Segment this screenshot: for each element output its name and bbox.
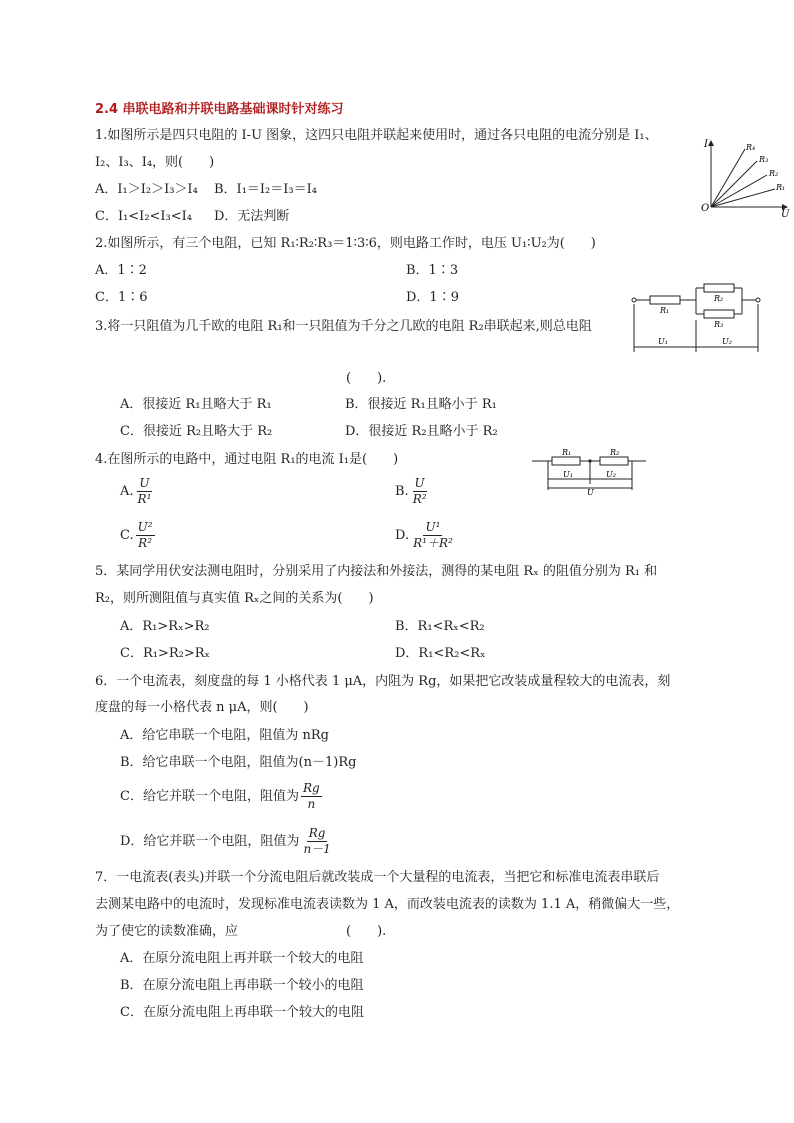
q3-option-b: B．很接近 R₁且略小于 R₁: [345, 397, 497, 412]
q5-option-c: C．R₁>R₂>Rₓ: [120, 646, 211, 661]
axis-label-u: U: [781, 209, 790, 220]
q4-option-c: C. $\frac{\text{U²}}{\text{R²}}$: [120, 520, 153, 550]
q1-option-a: A．I₁＞I₂＞I₃＞I₄: [95, 182, 198, 197]
label-r2: R₂: [610, 448, 620, 457]
q6-text-line2: 度盘的每一小格代表 n μA，则( ): [95, 700, 309, 715]
q6-option-a: A．给它串联一个电阻，阻值为 nRg: [120, 728, 330, 743]
q1-option-c: C．I₁<I₂<I₃<I₄: [95, 209, 193, 224]
q3-option-a: A．很接近 R₁且略大于 R₁: [120, 397, 272, 412]
q7-option-b: B．在原分流电阻上再串联一个较小的电阻: [120, 978, 364, 993]
q3-text: 3.将一只阻值为几千欧的电阻 R₁和一只阻值为千分之几欧的电阻 R₂串联起来,则总电阻: [95, 319, 592, 334]
q7-text-line1: 7．一电流表(表头)并联一个分流电阻后就改装成一个大量程的电流表，当把它和标准电流表串联后: [95, 870, 660, 885]
q4-d-denominator: R¹＋R²: [413, 536, 453, 550]
q5-text-line2: R₂，则所测阻值与真实值 Rₓ之间的关系为( ): [95, 591, 374, 606]
q2-option-b: B．1∶3: [406, 263, 459, 278]
label-r1: R₁: [562, 448, 572, 457]
label-u1: U₁: [563, 470, 573, 479]
iu-graph-figure: [695, 135, 794, 220]
q7-option-c: C．在原分流电阻上再串联一个较大的电阻: [120, 1005, 364, 1020]
q7-answer-blank: ( ).: [346, 924, 387, 939]
axis-label-i: I: [704, 139, 708, 150]
q5-text-line1: 5．某同学用伏安法测电阻时，分别采用了内接法和外接法，测得的某电阻 Rₓ 的阻值分别为 R₁ 和: [95, 564, 658, 579]
q6-c-denominator: n: [307, 797, 316, 811]
origin-label: O: [701, 203, 710, 214]
label-r1: R₁: [660, 306, 670, 315]
q4-c-numerator: U²: [137, 520, 153, 534]
label-r4: R₄: [746, 143, 756, 152]
q3-answer-blank: ( ).: [346, 371, 387, 386]
q3-option-c: C．很接近 R₂且略大于 R₂: [120, 424, 273, 439]
q4-option-a: A. $\frac{U}{\text{R¹}}$: [120, 476, 152, 506]
resistor-r2: [704, 284, 734, 292]
label-u2: U₂: [606, 470, 616, 479]
label-r2: R₂: [769, 169, 779, 178]
q5-option-d: D．R₁<R₂<Rₓ: [395, 646, 486, 661]
q4-c-denominator: R²: [138, 536, 153, 550]
q4-a-numerator: U: [139, 476, 150, 490]
q4-option-d: D. $\frac{\text{U¹}}{\text{R¹＋R²}}$: [395, 520, 453, 550]
label-u1: U₁: [658, 337, 668, 346]
q3-option-d: D．很接近 R₂且略小于 R₂: [345, 424, 498, 439]
q1-option-d: D．无法判断: [214, 209, 290, 224]
page-title: 2.4 串联电路和并联电路基础课时针对练习: [95, 102, 344, 117]
q6-option-c: C．给它并联一个电阻，阻值为 $\frac{Rg}{n}$: [120, 781, 320, 811]
q1-text-line2: I₂、I₃、I₄，则( ): [95, 155, 215, 170]
q6-c-numerator: Rg: [302, 781, 320, 795]
q2-option-c: C．1∶6: [95, 290, 148, 305]
q2-option-a: A．1∶2: [95, 263, 147, 278]
q6-d-numerator: Rg: [308, 826, 326, 840]
q5-option-a: A．R₁>Rₓ>R₂: [120, 619, 210, 634]
terminal-right: [756, 298, 760, 302]
q7-text-line2: 去测某电路中的电流时，发现标准电流表读数为 1 A，而改装电流表的读数为 1.1 A，稍微偏大一些，: [95, 897, 680, 912]
q4-b-denominator: R²: [412, 492, 427, 506]
label-r3: R₃: [714, 320, 724, 329]
q4-a-denominator: R¹: [137, 492, 152, 506]
q4-b-numerator: U: [414, 476, 425, 490]
line-r2: [711, 175, 767, 207]
terminal-left: [632, 298, 636, 302]
q7-option-a: A．在原分流电阻上再并联一个较大的电阻: [120, 951, 364, 966]
resistor-r1: [650, 296, 680, 304]
q7-text-line3: 为了使它的读数准确，应: [95, 924, 239, 939]
q6-option-b: B．给它串联一个电阻，阻值为(n－1)Rg: [120, 755, 357, 770]
q4-circuit-figure: [530, 448, 648, 496]
q4-option-b: B. $\frac{U}{\text{R²}}$: [395, 476, 427, 506]
q2-option-d: D．1∶9: [406, 290, 459, 305]
label-u2: U₂: [722, 337, 732, 346]
q2-circuit-figure: [628, 280, 768, 356]
q6-d-denominator: n－1: [303, 842, 331, 856]
q4-d-numerator: U¹: [425, 520, 441, 534]
resistor-r3: [704, 310, 734, 318]
q1-text-line1: 1.如图所示是四只电阻的 I-U 图象，这四只电阻并联起来使用时，通过各只电阻的电流分别是 I₁、: [95, 128, 658, 143]
label-r1: R₁: [776, 183, 786, 192]
q2-text: 2.如图所示，有三个电阻，已知 R₁∶R₂∶R₃＝1∶3∶6，则电路工作时，电压 U₁∶U₂为( ): [95, 236, 596, 251]
q4-text: 4.在图所示的电路中，通过电阻 R₁的电流 I₁是( ): [95, 452, 399, 467]
q6-option-d: D．给它并联一个电阻，阻值为 $\frac{Rg}{n-1}$: [120, 826, 331, 856]
label-r3: R₃: [759, 155, 769, 164]
q6-text-line1: 6．一个电流表，刻度盘的每 1 小格代表 1 μA，内阻为 Rg，如果把它改装成量程较大的电流表，刻: [95, 674, 671, 689]
q1-option-b: B．I₁＝I₂＝I₃＝I₄: [214, 182, 317, 197]
label-u: U: [587, 488, 594, 496]
resistor-r2: [600, 457, 628, 465]
q5-option-b: B．R₁<Rₓ<R₂: [395, 619, 485, 634]
label-r2: R₂: [714, 294, 724, 303]
resistor-r1: [552, 457, 580, 465]
